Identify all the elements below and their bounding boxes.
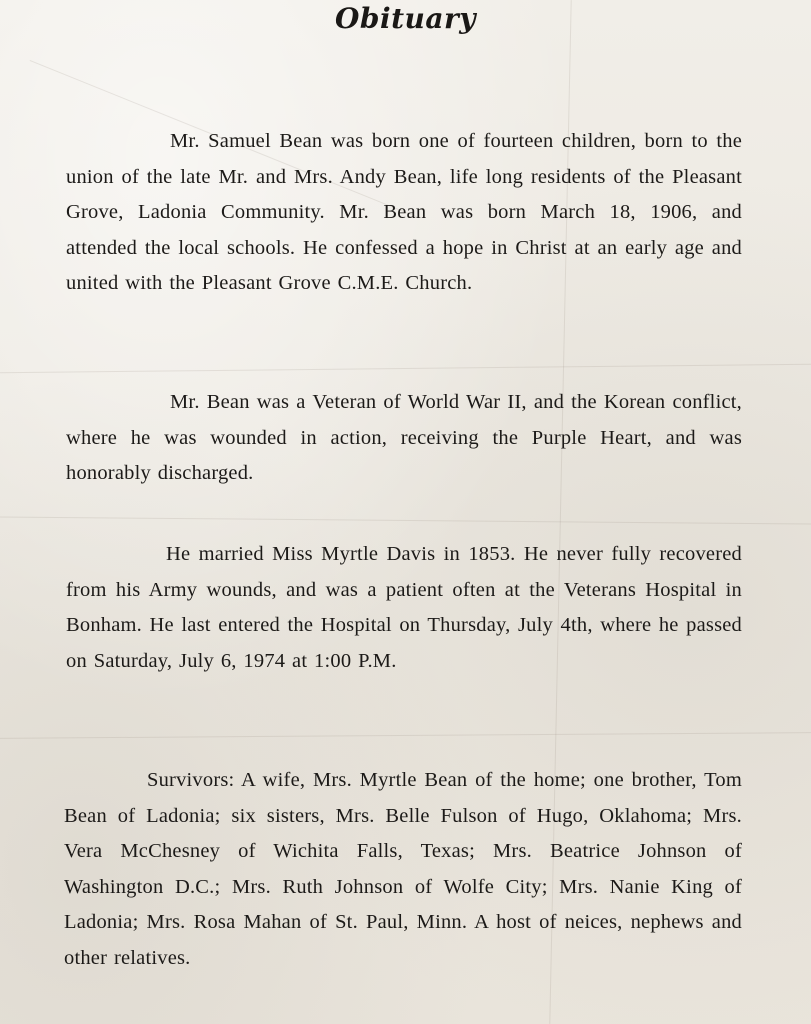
paragraph-survivors: Survivors: A wife, Mrs. Myrtle Bean of the home; one brother, Tom Bean of Ladonia; six sisters, Mrs. Belle Fulson of Hugo, Oklahoma; Mrs. Vera McChesney of Wichita Falls, Texas; Mrs. Beatrice Johnson of Washington D.C.; Mrs. Ruth Johnson of Wolfe City; Mrs. Nanie King of Ladonia; Mrs. Rosa Mahan of St. Paul, Minn. A host of neices, nephews and other relatives. bbox=[64, 769, 742, 969]
paper-fold-line bbox=[0, 516, 811, 524]
paragraph-military-service: Mr. Bean was a Veteran of World War II, and the Korean conflict, where he was wounded in action, receiving the Purple Heart, and was honorably discharged. bbox=[66, 391, 742, 484]
paper-fold-line bbox=[0, 364, 811, 373]
paper-fold-line bbox=[0, 732, 811, 739]
paragraph-marriage-and-passing: He married Miss Myrtle Davis in 1853. He never fully recovered from his Army wounds, and was a patient often at the Veterans Hospital in Bonham. He last entered the Hospital on Thursday, July 4th, where he passed on Saturday, July 6, 1974 at 1:00 P.M. bbox=[66, 543, 742, 672]
page-title: Obituary bbox=[334, 2, 477, 35]
paragraph-birth: Mr. Samuel Bean was born one of fourteen children, born to the union of the late Mr. and Mrs. Andy Bean, life long residents of the Pleasant Grove, Ladonia Community. Mr. Bean was born March 18, 1906, and attended the local schools. He confessed a hope in Christ at an early age and united with the Pleasant Grove C.M.E. Church. bbox=[66, 130, 742, 294]
